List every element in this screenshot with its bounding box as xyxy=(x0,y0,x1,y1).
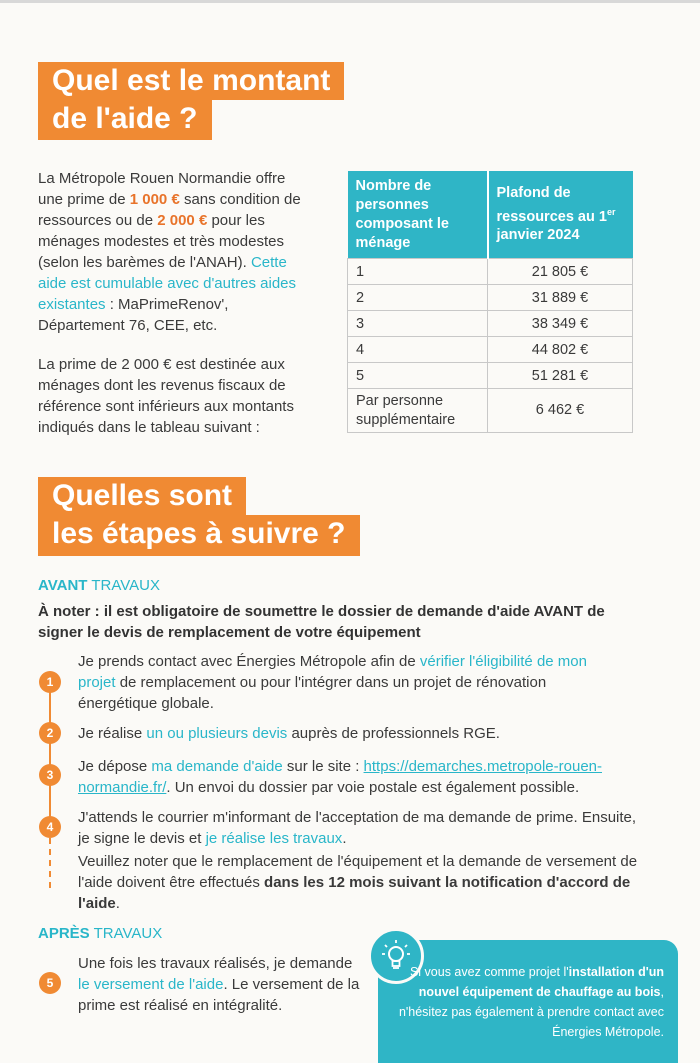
table-row xyxy=(348,363,633,389)
aid-request-link[interactable]: ma demande d'aide xyxy=(151,758,283,775)
step-3-text xyxy=(78,756,638,798)
step-4-note-a: Veuillez noter que le remplacement de l'équipement et la demande de versement de l'aide doivent être effectués xyxy=(78,853,638,891)
apres-travaux-heading xyxy=(38,925,162,942)
table-header-persons: Nombre de personnes composant le ménage xyxy=(348,171,488,259)
step-1-text xyxy=(78,651,618,714)
step-2-text-a: Je réalise xyxy=(78,725,147,742)
demarches-url-link[interactable]: https://demarches.metropole-rouen-normandie.fr/ xyxy=(78,758,602,796)
step-4-note-b: . xyxy=(115,895,120,912)
header-ceiling-date: janvier 2024 xyxy=(496,227,580,244)
step-1-text-b: de remplacement ou pour l'intégrer dans un projet de rénovation énergétique globale. xyxy=(78,674,547,712)
step-4-note-bold: dans les 12 mois suivant la notification d'accord de l'aide xyxy=(78,874,631,912)
cell-persons: Par personne supplémentaire xyxy=(348,389,488,433)
amount-1000: 1 000 € xyxy=(129,191,180,208)
section-title-steps-line1: Quelles sont xyxy=(38,477,246,515)
info-text-a: Si vous avez comme projet l' xyxy=(409,965,569,979)
intro-text-4: : MaPrimeRenov', Département 76, CEE, etc. xyxy=(38,296,229,334)
step-2-text xyxy=(78,723,638,744)
info-text-bold: installation d'un nouvel équipement de chauffage au bois xyxy=(418,965,664,999)
header-ceiling-sup: er xyxy=(606,206,616,217)
avant-rest: TRAVAUX xyxy=(87,577,160,594)
mandatory-note: À noter : il est obligatoire de soumettre le dossier de demande d'aide AVANT de signer le devis de remplacement de votre équipement xyxy=(38,603,605,641)
cell-ceiling: 31 889 € xyxy=(488,285,633,311)
quotes-link[interactable]: un ou plusieurs devis xyxy=(146,725,288,742)
step-badge-2: 2 xyxy=(39,722,61,744)
cell-ceiling: 21 805 € xyxy=(488,259,633,285)
income-ceiling-table xyxy=(347,171,633,433)
section-title-steps-line2: les étapes à suivre ? xyxy=(38,515,360,556)
apres-rest: TRAVAUX xyxy=(89,925,163,942)
table-header-ceiling xyxy=(488,171,633,259)
step-3-text-b: sur le site : xyxy=(282,758,364,775)
table-row xyxy=(348,259,633,285)
info-text-b: , n'hésitez pas également à prendre contact avec Énergies Métropole. xyxy=(398,985,664,1039)
intro-text-3: pour les ménages modestes et très modestes (selon les barèmes de l'ANAH). xyxy=(38,212,284,271)
intro-text-2: sans condition de ressources ou de xyxy=(38,191,301,229)
cell-persons: 5 xyxy=(348,363,488,389)
step-5-text xyxy=(78,953,360,1016)
cell-ceiling: 6 462 € xyxy=(488,389,633,433)
apres-lead: APRÈS xyxy=(38,925,90,942)
header-ceiling-text: Plafond de ressources au 1 xyxy=(496,184,607,225)
cell-persons: 3 xyxy=(348,311,488,337)
timeline-dashed-line xyxy=(49,838,51,888)
step-badge-1: 1 xyxy=(39,671,61,693)
step-5-text-b: . Le versement de la prime est réalisé en intégralité. xyxy=(78,976,360,1014)
step-badge-4: 4 xyxy=(39,816,61,838)
step-4-text-a: J'attends le courrier m'informant de l'acceptation de ma demande de prime. Ensuite, je signe le devis et xyxy=(78,809,637,847)
cumulable-link[interactable]: Cette aide est cumulable avec d'autres aides existantes xyxy=(38,254,297,313)
step-3-text-a: Je dépose xyxy=(78,758,152,775)
table-row xyxy=(348,389,633,433)
intro-text-1: La Métropole Rouen Normandie offre une prime de xyxy=(38,170,286,208)
timeline-line xyxy=(49,690,51,830)
step-3-text-c: . Un envoi du dossier par voie postale est également possible. xyxy=(166,779,580,796)
cell-ceiling: 44 802 € xyxy=(488,337,633,363)
avant-travaux-heading xyxy=(38,577,160,594)
cell-persons: 1 xyxy=(348,259,488,285)
step-badge-3: 3 xyxy=(39,764,61,786)
cell-persons: 4 xyxy=(348,337,488,363)
step-2-text-b: auprès de professionnels RGE. xyxy=(287,725,500,742)
step-5-text-a: Une fois les travaux réalisés, je demande xyxy=(78,955,353,972)
amount-2000: 2 000 € xyxy=(157,212,208,229)
step-4-note xyxy=(78,851,638,914)
info-text xyxy=(392,962,664,1042)
section-title-amount-line2: de l'aide ? xyxy=(38,100,212,140)
intro-paragraph xyxy=(38,168,313,336)
payment-link[interactable]: le versement de l'aide xyxy=(78,976,224,993)
step-1-text-a: Je prends contact avec Énergies Métropole afin de xyxy=(78,653,420,670)
step-4-text-b: . xyxy=(342,830,347,847)
cell-ceiling: 51 281 € xyxy=(488,363,633,389)
step-badge-5: 5 xyxy=(39,972,61,994)
table-row xyxy=(348,285,633,311)
top-divider xyxy=(0,0,700,3)
table-row xyxy=(348,311,633,337)
section-title-amount-line1: Quel est le montant xyxy=(38,62,344,100)
table-row xyxy=(348,337,633,363)
cell-ceiling: 38 349 € xyxy=(488,311,633,337)
avant-lead: AVANT xyxy=(38,577,88,594)
eligibility-link[interactable]: vérifier l'éligibilité de mon projet xyxy=(78,653,587,691)
step-4-text xyxy=(78,807,638,849)
threshold-paragraph: La prime de 2 000 € est destinée aux ménages dont les revenus fiscaux de référence sont inférieurs aux montants indiqués dans le tableau suivant : xyxy=(38,356,294,436)
cell-persons: 2 xyxy=(348,285,488,311)
works-link[interactable]: je réalise les travaux xyxy=(205,830,343,847)
